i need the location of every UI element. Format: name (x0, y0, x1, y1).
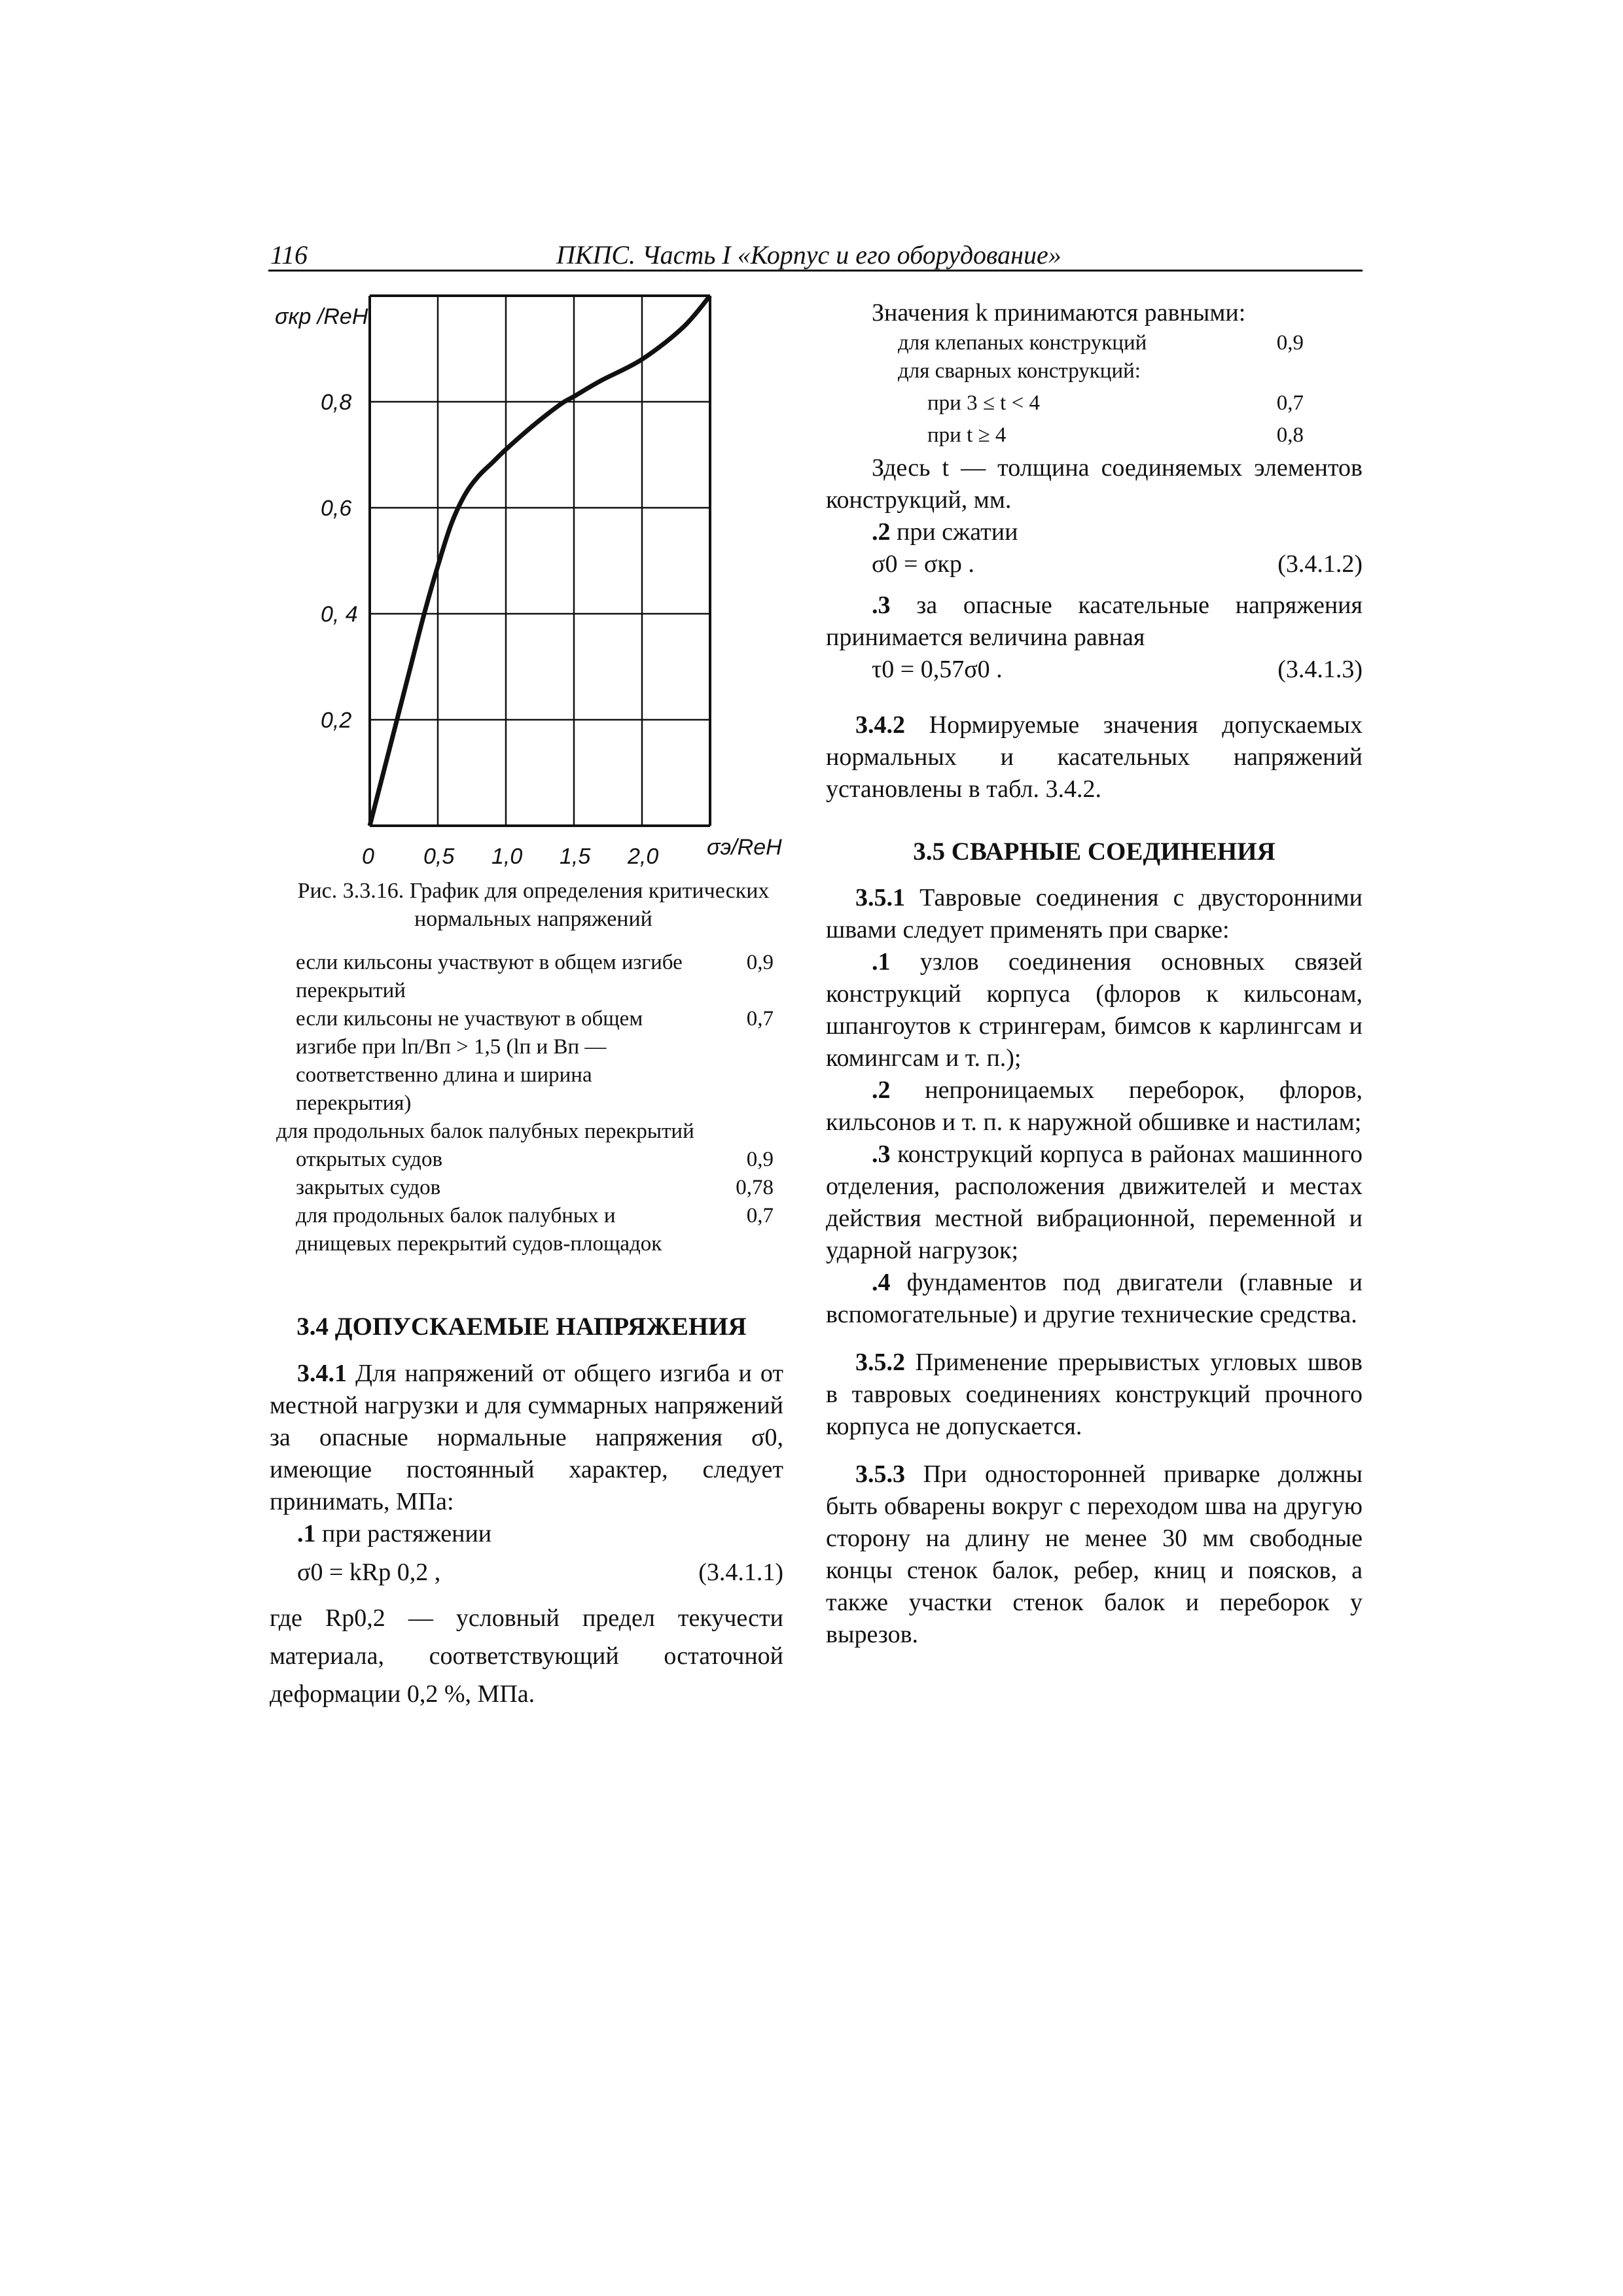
equation: σ0 = σкр . (872, 550, 974, 578)
y-tick-label: 0,2 (321, 708, 352, 733)
item-text: фундаментов под двигатели (главные и вспомогательные) и другие технические средства. (826, 1269, 1363, 1328)
paragraph-number: 3.5.1 (855, 884, 905, 911)
list-item-text: открытых судов (296, 1148, 443, 1171)
item-number: .4 (872, 1269, 891, 1296)
item-text: узлов соединения основных связей конструкций корпуса (флоров к кильсонам, шпангоутов к стрингерам, бимсов к карлингсам и комингсам и т. п.); (826, 948, 1363, 1072)
item-number: .3 (872, 592, 891, 619)
paragraph-where: где Rp0,2 — условный предел текучести материала, соответствующий остаточной деформации 0,2 %, МПа. (270, 1604, 783, 1708)
paragraph-number: 3.5.2 (855, 1349, 905, 1376)
item-number: .3 (872, 1140, 891, 1168)
list-item-value: 0,9 (746, 1148, 774, 1171)
k-row (826, 357, 1304, 385)
paragraph-3-5-3 (826, 1458, 1363, 1651)
equation-3-4-1-1 (270, 1557, 783, 1589)
section-heading-3-5: 3.5 СВАРНЫЕ СОЕДИНЕНИЯ (913, 838, 1275, 866)
section-3-4-body (270, 1358, 783, 1713)
list-item-text: закрытых судов (296, 1176, 441, 1199)
paragraph-3-4-2 (826, 709, 1363, 805)
paragraph-3-5-1 (826, 882, 1363, 946)
k-row-text: для сварных конструкций: (898, 359, 1141, 383)
k-row-text: при 3 ≤ t < 4 (927, 391, 1040, 415)
equation-number: (3.4.1.2) (1277, 550, 1363, 578)
k-row (826, 421, 1304, 450)
y-tick-label: 0,6 (321, 496, 352, 521)
paragraph-3-4-1 (270, 1358, 783, 1518)
item-3 (826, 590, 1363, 654)
paragraph-text: Тавровые соединения с двусторонними швами следует применять при сварке: (826, 884, 1363, 944)
left-list (270, 949, 774, 1258)
header-rule (268, 270, 1363, 272)
k-row-value: 0,9 (1276, 331, 1304, 355)
list-item (270, 1174, 774, 1202)
item-number: .1 (297, 1520, 316, 1547)
equation: σ0 = kRp 0,2 , (297, 1559, 441, 1586)
list-item (826, 1139, 1363, 1267)
list-item (270, 1202, 774, 1258)
x-tick-label: 0,5 (423, 844, 455, 869)
chart (268, 281, 798, 883)
list-item-text: для продольных балок палубных и днищевых перекрытий судов-площадок (296, 1204, 662, 1256)
list-item-text: для продольных балок палубных перекрытий (276, 1120, 694, 1143)
list-item-value: 0,7 (746, 1007, 774, 1031)
equation-3-4-1-3 (826, 654, 1363, 686)
k-row-text: при t ≥ 4 (927, 423, 1007, 447)
list-item (270, 949, 774, 1005)
page-number: 116 (270, 240, 308, 270)
list-item (826, 946, 1363, 1074)
chart-curve (370, 296, 710, 826)
paragraph-text: Для напряжений от общего изгиба и от местной нагрузки и для суммарных напряжений за опасные нормальные напряжения σ0, имеющие постоянный характер, следует принимать, МПа: (270, 1360, 784, 1515)
item-text: конструкций корпуса в районах машинного отделения, расположения движителей и местах действия местной вибрационной, переменной и ударной нагрузок; (826, 1140, 1363, 1264)
y-tick-label: 0, 4 (321, 602, 358, 627)
equation-3-4-1-2 (826, 548, 1363, 580)
k-row-value: 0,7 (1276, 391, 1304, 415)
paragraph-3-5-2 (826, 1347, 1363, 1443)
paragraph-number: 3.4.2 (855, 711, 905, 739)
running-title: ПКПС. Часть I «Корпус и его оборудование» (556, 240, 1061, 270)
x-tick-label: 2,0 (628, 844, 659, 869)
equation-number: (3.4.1.1) (698, 1559, 783, 1586)
chart-ticks (321, 390, 658, 869)
chart-grid (370, 296, 710, 826)
k-row (826, 329, 1304, 357)
paragraph-text: Нормируемые значения допускаемых нормальных и касательных напряжений установлены в табл. 3.4.2. (826, 711, 1363, 803)
figure-caption: Рис. 3.3.16. График для определения критических нормальных напряжений (297, 879, 770, 931)
item-text: при сжатии (897, 518, 1018, 546)
list-item-value: 0,9 (746, 951, 774, 974)
list-item (270, 1005, 774, 1118)
item-number: .2 (872, 1076, 891, 1104)
item-2 (826, 516, 1363, 548)
y-tick-label: 0,8 (321, 390, 352, 415)
right-column (826, 297, 1363, 1651)
list-item (270, 1146, 774, 1174)
item-text: при растяжении (322, 1520, 492, 1547)
item-number: .1 (872, 948, 891, 976)
paragraph-text: Применение прерывистых угловых швов в тавровых соединениях конструкций прочного корпуса не допускается. (826, 1349, 1363, 1440)
x-tick-label: 0 (362, 844, 374, 869)
paragraph-text: При односторонней приварке должны быть обварены вокруг с переходом шва на другую сторону на длину не менее 30 мм свободные концы стенок балок, ребер, книц и поясков, а также участки стенок балок и переборок у вырезов. (826, 1460, 1363, 1648)
k-row-value: 0,8 (1276, 423, 1304, 447)
x-tick-label: 1,0 (491, 844, 523, 869)
list-item-text: если кильсоны участвуют в общем изгибе перекрытий (296, 951, 683, 1002)
item-text: непроницаемых переборок, флоров, кильсонов и т. п. к наружной обшивке и настилам; (826, 1076, 1363, 1136)
equation: τ0 = 0,57σ0 . (872, 656, 1003, 683)
x-tick-label: 1,5 (560, 844, 591, 869)
data-curve (370, 296, 710, 826)
y-axis-label: σкр /ReH (275, 304, 368, 329)
paragraph-number: 3.4.1 (297, 1360, 347, 1387)
x-axis-label: σэ/ReH (707, 835, 782, 860)
k-row-text: для клепаных конструкций (898, 331, 1147, 355)
paragraph-here: Здесь t — толщина соединяемых элементов конструкций, мм. (826, 454, 1363, 514)
list-item-value: 0,7 (746, 1204, 774, 1227)
list-item-value: 0,78 (736, 1176, 774, 1199)
paragraph-number: 3.5.3 (855, 1460, 905, 1488)
item-text: за опасные касательные напряжения принимается величина равная (826, 592, 1363, 651)
section-heading-3-4: 3.4 ДОПУСКАЕМЫЕ НАПРЯЖЕНИЯ (296, 1313, 747, 1341)
list-item-text: если кильсоны не участвуют в общем изгибе при lп/Bп > 1,5 (lп и Bп — соответственно длина и ширина перекрытия) (296, 1007, 643, 1115)
equation-number: (3.4.1.3) (1277, 656, 1363, 683)
item-number: .2 (872, 518, 891, 546)
list-item (270, 1118, 774, 1146)
item-1 (270, 1518, 783, 1550)
k-intro: Значения k принимаются равными: (872, 299, 1246, 327)
k-row (826, 389, 1304, 417)
list-item (826, 1267, 1363, 1331)
list-item (826, 1074, 1363, 1139)
